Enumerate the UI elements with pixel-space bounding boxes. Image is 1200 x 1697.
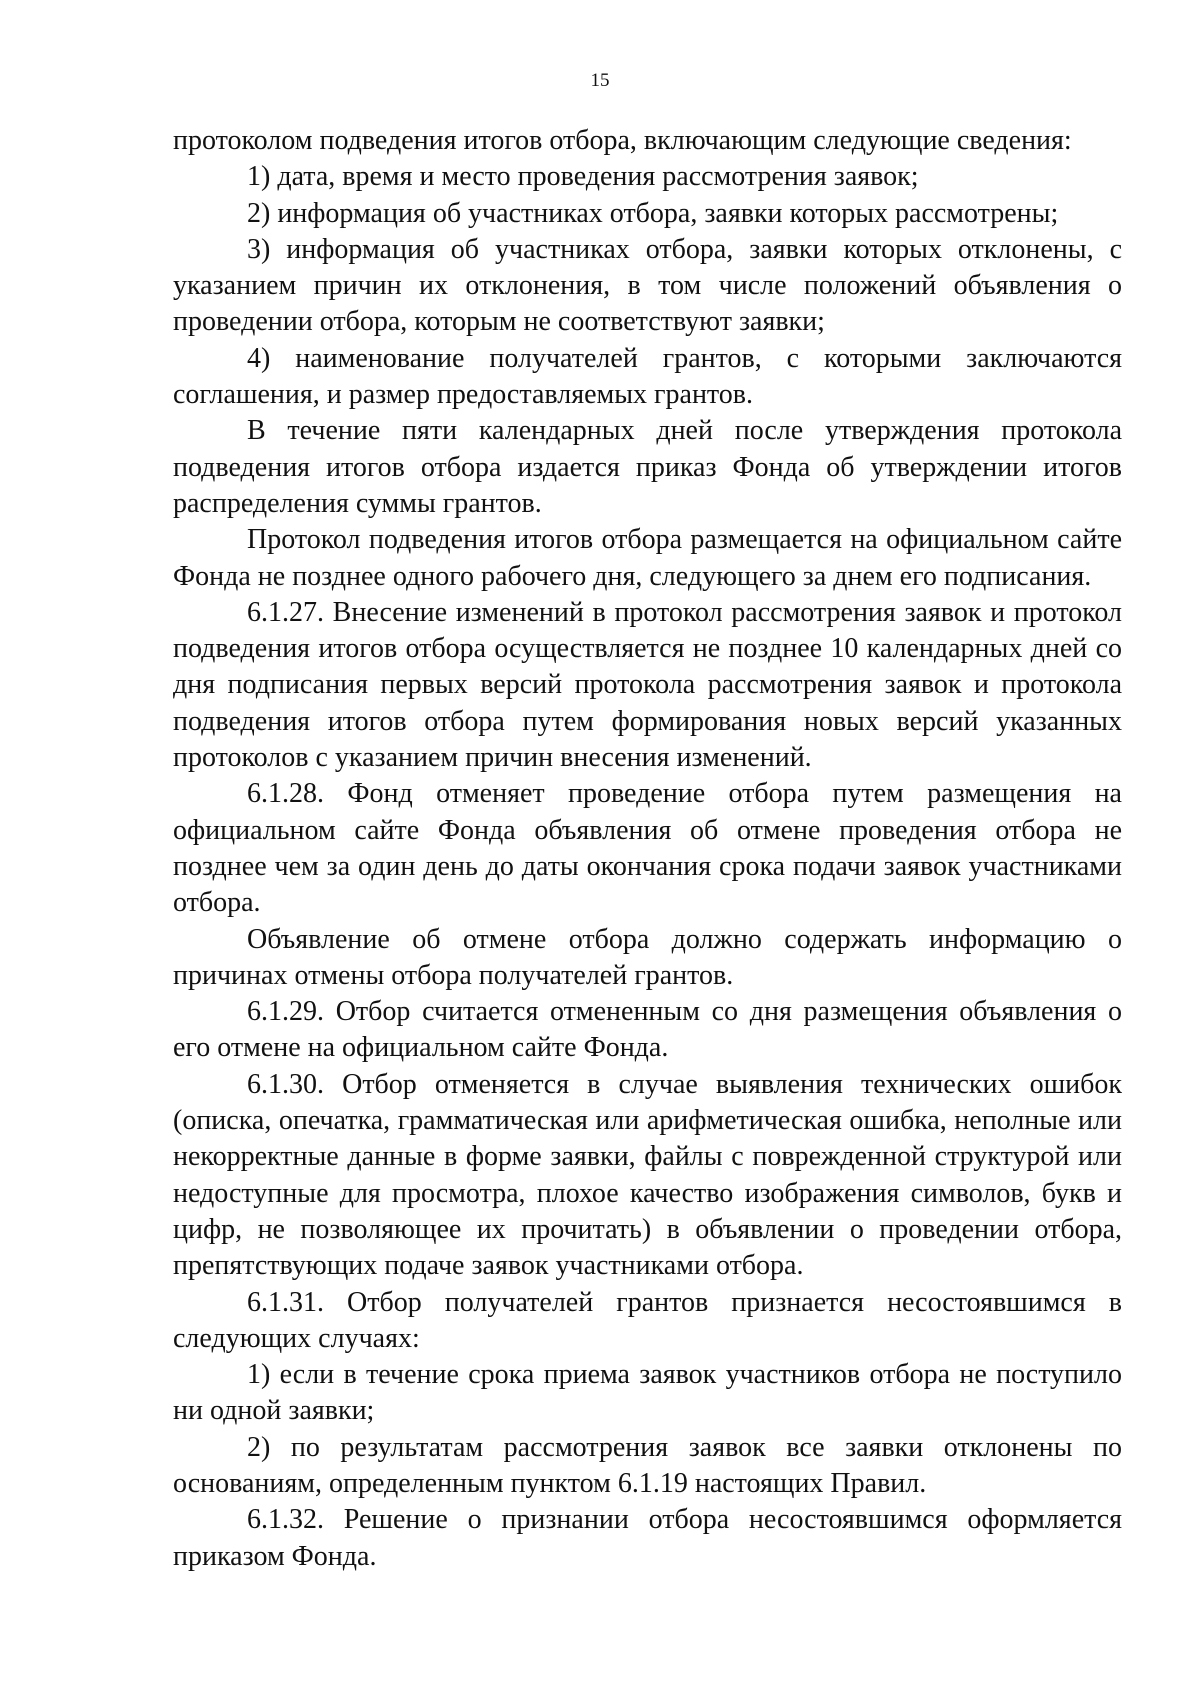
paragraph-order-within-five-days: В течение пяти календарных дней после утверждения протокола подведения итогов отбора издается приказ Фонда об утверждении итогов распределения суммы грантов.	[173, 415, 1122, 519]
list-item-2-reviewed-participants: 2) информация об участниках отбора, заявки которых рассмотрены;	[247, 197, 1059, 229]
clause-6-1-27: 6.1.27. Внесение изменений в протокол рассмотрения заявок и протокол подведения итогов отбора осуществляется не позднее 10 календарных дней со дня подписания первых версий протокола рассмотрения заявок и протокола подведения итогов отбора путем формирования новых версий указанных протоколов с указанием причин внесения изменений.	[173, 596, 1122, 774]
clause-6-1-28: 6.1.28. Фонд отменяет проведение отбора путем размещения на официальном сайте Фонда объявления об отмене проведения отбора не позднее чем за один день до даты окончания срока подачи заявок участниками отбора.	[173, 778, 1122, 919]
list-item-1-date-time-place: 1) дата, время и место проведения рассмотрения заявок;	[247, 161, 919, 193]
paragraph-protocol-publication: Протокол подведения итогов отбора размещается на официальном сайте Фонда не позднее одного рабочего дня, следующего за днем его подписания.	[173, 524, 1122, 592]
page-number: 15	[590, 70, 610, 91]
clause-6-1-30: 6.1.30. Отбор отменяется в случае выявления технических ошибок (описка, опечатка, грамматическая или арифметическая ошибка, неполные или некорректные данные в форме заявки, файлы с поврежденной структурой или недоступные для просмотра, плохое качество изображения символов, букв и цифр, не позволяющее их прочитать) в объявлении о проведении отбора, препятствующих подаче заявок участниками отбора.	[173, 1068, 1122, 1282]
clause-6-1-29: 6.1.29. Отбор считается отмененным со дня размещения объявления о его отмене на официальном сайте Фонда.	[173, 996, 1122, 1064]
document-body	[173, 123, 1122, 1575]
list-item-2-all-rejected: 2) по результатам рассмотрения заявок все заявки отклонены по основаниям, определенным пунктом 6.1.19 настоящих Правил.	[173, 1431, 1122, 1499]
clause-6-1-31: 6.1.31. Отбор получателей грантов признается несостоявшимся в следующих случаях:	[173, 1286, 1122, 1354]
paragraph-cancellation-announcement: Объявление об отмене отбора должно содержать информацию о причинах отмены отбора получателей грантов.	[173, 923, 1122, 991]
clause-6-1-32: 6.1.32. Решение о признании отбора несостоявшимся оформляется приказом Фонда.	[173, 1504, 1122, 1572]
paragraph-continuation: протоколом подведения итогов отбора, включающим следующие сведения:	[173, 125, 1072, 156]
list-item-4-grant-recipients: 4) наименование получателей грантов, с которыми заключаются соглашения, и размер предоставляемых грантов.	[173, 342, 1122, 411]
list-item-1-no-applications: 1) если в течение срока приема заявок участников отбора не поступило ни одной заявки;	[173, 1359, 1122, 1427]
list-item-3-rejected-participants: 3) информация об участниках отбора, заявки которых отклонены, с указанием причин их отклонения, в том числе положений объявления о проведении отбора, которым не соответствуют заявки;	[173, 233, 1122, 338]
